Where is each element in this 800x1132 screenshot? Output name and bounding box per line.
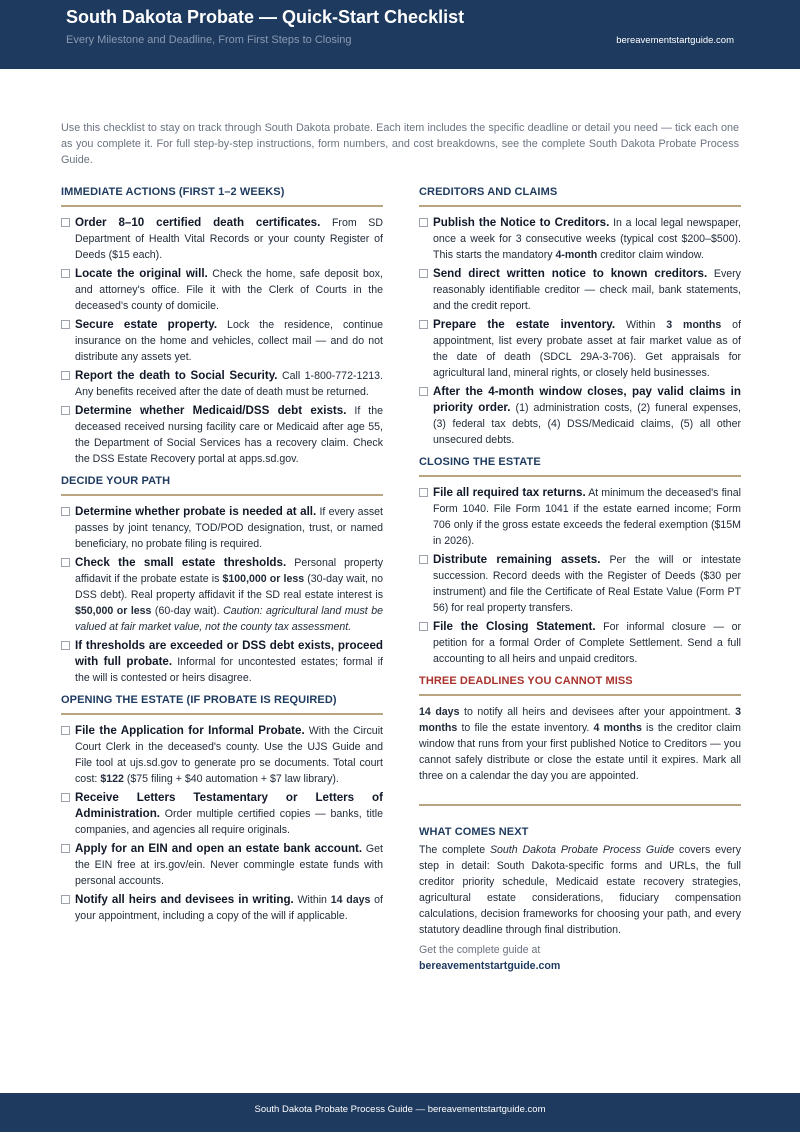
section-creditors [419,186,741,448]
deadlines-paragraph: 14 days to notify all heirs and devisees after your appointment. 3 months to file the estate inventory. 4 months is the creditor claim window that runs from your first published Notice to Creditors — you cannot safely distribute or close the estate until it expires. Mark all three on a calendar the day you are appointed. [419,704,741,806]
checklist-item: Send direct written notice to known creditors. Every reasonably identifiable creditor — check mail, bank statements, and the credit report. [419,266,741,314]
guide-link[interactable]: bereavementstartguide.com [419,960,561,972]
next-paragraph: The complete South Dakota Probate Process Guide covers every step in detail: South Dakota-specific forms and URLs, the full creditor priority schedule, Medicaid estate recovery strategies, agricultural estate considerations, fiduciary compensation calculations, decision frameworks for choosing your path, and every statutory deadline through final distribution. [419,844,741,936]
checkbox-icon[interactable] [61,218,70,227]
checklist-item: File the Closing Statement. For informal closure — or petition for a formal Order of Complete Settlement. Send a full accounting to all heirs and unpaid creditors. [419,619,741,667]
checkbox-icon[interactable] [419,555,428,564]
checkbox-icon[interactable] [419,622,428,631]
checklist-item: Check the small estate thresholds. Personal property affidavit if the probate estate is $100,000 or less (30-day wait, no DSS debt). Real property affidavit if the SD real estate interest is $50,000 or less (60-day wait). Caution: agricultural land must be valued at fair market value, not the county tax assessment. [61,555,383,635]
checkbox-icon[interactable] [61,844,70,853]
checkbox-icon[interactable] [61,793,70,802]
checklist-item: Order 8–10 certified death certificates. From SD Department of Health Vital Records or your county Register of Deeds ($15 each). [61,215,383,263]
checklist-item: Notify all heirs and devisees in writing. Within 14 days of your appointment, including a copy of the will if applicable. [61,892,383,924]
checkbox-icon[interactable] [61,895,70,904]
checklist-item: Determine whether Medicaid/DSS debt exists. If the deceased received nursing facility care or Medicaid after age 55, the Department of Social Services has a recovery claim. Check the DSS Estate Recovery portal at apps.sd.gov. [61,403,383,467]
section-heading: CREDITORS AND CLAIMS [419,186,741,207]
guide-link-label: Get the complete guide at [419,944,541,956]
checkbox-icon[interactable] [61,641,70,650]
left-column [61,186,383,932]
checkbox-icon[interactable] [61,406,70,415]
section-immediate-actions [61,186,383,467]
section-heading: THREE DEADLINES YOU CANNOT MISS [419,675,741,696]
page-footer: South Dakota Probate Process Guide — bereavementstartguide.com [0,1093,800,1132]
checkbox-icon[interactable] [61,726,70,735]
intro-paragraph: Use this checklist to stay on track through South Dakota probate. Each item includes the specific deadline or detail you need — tick each one as you complete it. For full step-by-step instructions, form numbers, and cost breakdowns, see the complete South Dakota Probate Process Guide. [61,122,739,166]
checkbox-icon[interactable] [61,507,70,516]
checklist-item: Receive Letters Testamentary or Letters of Administration. Order multiple certified copies — banks, title companies, and agencies all require originals. [61,790,383,838]
checklist-item: After the 4-month window closes, pay valid claims in priority order. (1) administration costs, (2) funeral expenses, (3) federal tax debts, (4) DSS/Medicaid claims, (5) all other unsecured debts. [419,384,741,448]
checklist-item: File all required tax returns. At minimum the deceased's final Form 1040. File Form 1041 if the estate earned income; Form 706 only if the gross estate exceeds the federal exemption ($15M in 2026). [419,485,741,549]
checklist [61,723,383,924]
section-deadlines [419,675,741,806]
checklist-item: Distribute remaining assets. Per the will or intestate succession. Record deeds with the Register of Deeds ($30 per instrument) and file the Certificate of Real Estate Value (Form PT 56) for real property transfers. [419,552,741,616]
checklist-item: Report the death to Social Security. Call 1-800-772-1213. Any benefits received after the date of death must be returned. [61,368,383,400]
checkbox-icon[interactable] [61,269,70,278]
section-opening-estate [61,694,383,924]
section-decide-path [61,475,383,686]
section-heading: OPENING THE ESTATE (IF PROBATE IS REQUIRED) [61,694,383,715]
checklist [419,215,741,448]
checklist [419,485,741,667]
checklist-item: Secure estate property. Lock the residence, continue insurance on the home and vehicles, collect mail — and do not distribute any assets yet. [61,317,383,365]
checkbox-icon[interactable] [61,371,70,380]
checklist-item: Prepare the estate inventory. Within 3 months of appointment, list every probate asset at fair market value as of the date of death (SDCL 29A-3-706). Get appraisals for agricultural land, mineral rights, or closely held businesses. [419,317,741,381]
header-site-link[interactable]: bereavementstartguide.com [616,35,734,46]
checklist [61,215,383,467]
checklist-item: Locate the original will. Check the home, safe deposit box, and attorney's office. File it with the Clerk of Courts in the deceased's county of domicile. [61,266,383,314]
section-what-comes-next [419,826,741,974]
checklist-item: Apply for an EIN and open an estate bank account. Get the EIN free at irs.gov/ein. Never commingle estate funds with personal accounts. [61,841,383,889]
checkbox-icon[interactable] [61,558,70,567]
page-title: South Dakota Probate — Quick-Start Checklist [66,7,465,27]
page-subtitle: Every Milestone and Deadline, From First Steps to Closing [66,34,352,46]
section-heading: IMMEDIATE ACTIONS (FIRST 1–2 WEEKS) [61,186,383,207]
section-heading: CLOSING THE ESTATE [419,456,741,477]
section-heading: WHAT COMES NEXT [419,826,529,838]
right-column [419,186,741,982]
checklist-item: File the Application for Informal Probate. With the Circuit Court Clerk in the deceased's county. Use the UJS Guide and File tool at ujs.sd.gov to generate pro se documents. Total court cost: $122 ($75 filing + $40 automation + $7 law library). [61,723,383,787]
checklist [61,504,383,686]
checkbox-icon[interactable] [419,269,428,278]
section-heading: DECIDE YOUR PATH [61,475,383,496]
checkbox-icon[interactable] [419,488,428,497]
checkbox-icon[interactable] [419,218,428,227]
checklist-item: If thresholds are exceeded or DSS debt exists, proceed with full probate. Informal for uncontested estates; formal if the will is contested or heirs disagree. [61,638,383,686]
checkbox-icon[interactable] [419,387,428,396]
checklist-item: Publish the Notice to Creditors. In a local legal newspaper, once a week for 3 consecutive weeks (typical cost $200–$500). This starts the mandatory 4-month creditor claim window. [419,215,741,263]
checkbox-icon[interactable] [61,320,70,329]
section-closing-estate [419,456,741,667]
checklist-item: Determine whether probate is needed at all. If every asset passes by joint tenancy, TOD/POD designation, trust, or named beneficiary, no probate filing is required. [61,504,383,552]
page-header [0,0,800,69]
checkbox-icon[interactable] [419,320,428,329]
